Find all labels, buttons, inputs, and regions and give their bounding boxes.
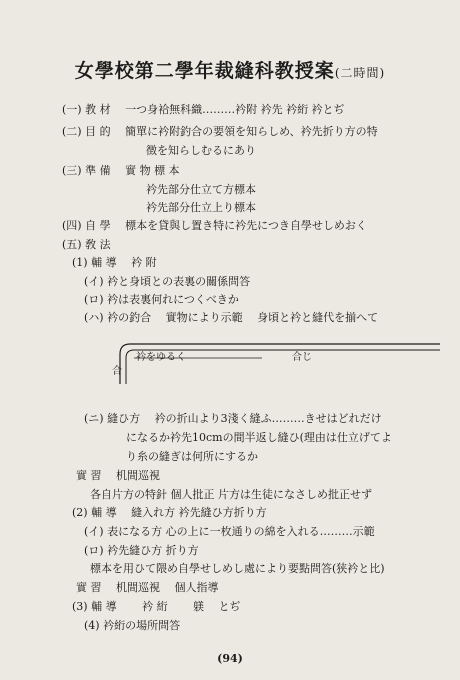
text-line: (ロ) 衿は表裏何れにつくべきか (84, 293, 239, 306)
text-line: (五) 敎 法 (62, 238, 111, 251)
text-line: (1) 輔 導 衿 附 (72, 256, 157, 269)
text-line: (イ) 衿と身頃との表裏の關係問答 (84, 275, 251, 288)
text-line: (ロ) 衿先縫ひ方 折り方 (84, 544, 199, 557)
text-line: り糸の縫ぎは何所にするか (126, 450, 258, 463)
text-line: (ハ) 衿の釣合 實物により示範 身頃と衿と縫代を揃へて (84, 311, 379, 324)
text-line: (三) 準 備 實 物 標 本 (62, 164, 180, 177)
diagram-label-marker: 合 (112, 366, 122, 377)
text-line: (3) 輔 導 衿 絎 躾 とぢ (72, 600, 241, 613)
text-line: 徴を知らしむるにあり (146, 144, 256, 157)
text-line: (イ) 表になる方 心の上に一枚通りの綿を入れる………示範 (84, 525, 375, 538)
text-line: (二) 目 的 簡單に衿附釣合の要領を知らしめ、衿先折り方の特 (62, 125, 378, 138)
text-line: (ニ) 縫ひ方 衿の折山より3淺く縫ふ………きせはどれだけ (84, 412, 382, 425)
page-number: (94) (217, 652, 243, 665)
text-line: 標本を用ひて隈め自學せしめし處により要點問答(狭衿と比) (90, 562, 385, 575)
diagram-label-loose: 衿をゆるく (136, 352, 186, 363)
text-line: (四) 自 學 標本を貸與し置き特に衿先につき自學せしめおく (62, 219, 367, 232)
text-line: 衿先部分仕立て方標本 (146, 183, 256, 196)
text-line: (2) 輔 導 縫入れ方 衿先縫ひ方折り方 (72, 506, 267, 519)
text-line: (一) 教 材 一つ身袷無科織………衿附 衿先 衿絎 衿とぢ (62, 103, 345, 116)
collar-diagram (112, 336, 442, 386)
text-line: になるか衿先10cmの間半返し縫ひ(理由は仕立げてよ (126, 431, 392, 444)
text-line: 實 習 机間巡視 個人指導 (76, 581, 219, 594)
text-line: 衿先部分仕立上り標本 (146, 201, 256, 214)
page-title: 女學校第二學年裁縫科教授案(二時間) (74, 60, 386, 82)
diagram-label-join: 合じ (292, 352, 312, 363)
text-line: (4) 衿絎の場所問答 (84, 619, 181, 632)
title-duration: (二時間) (334, 66, 386, 80)
text-line: 實 習 机間巡視 (76, 469, 160, 482)
text-line: 各自片方の特針 個人批正 片方は生徒になさしめ批正せず (90, 488, 372, 501)
